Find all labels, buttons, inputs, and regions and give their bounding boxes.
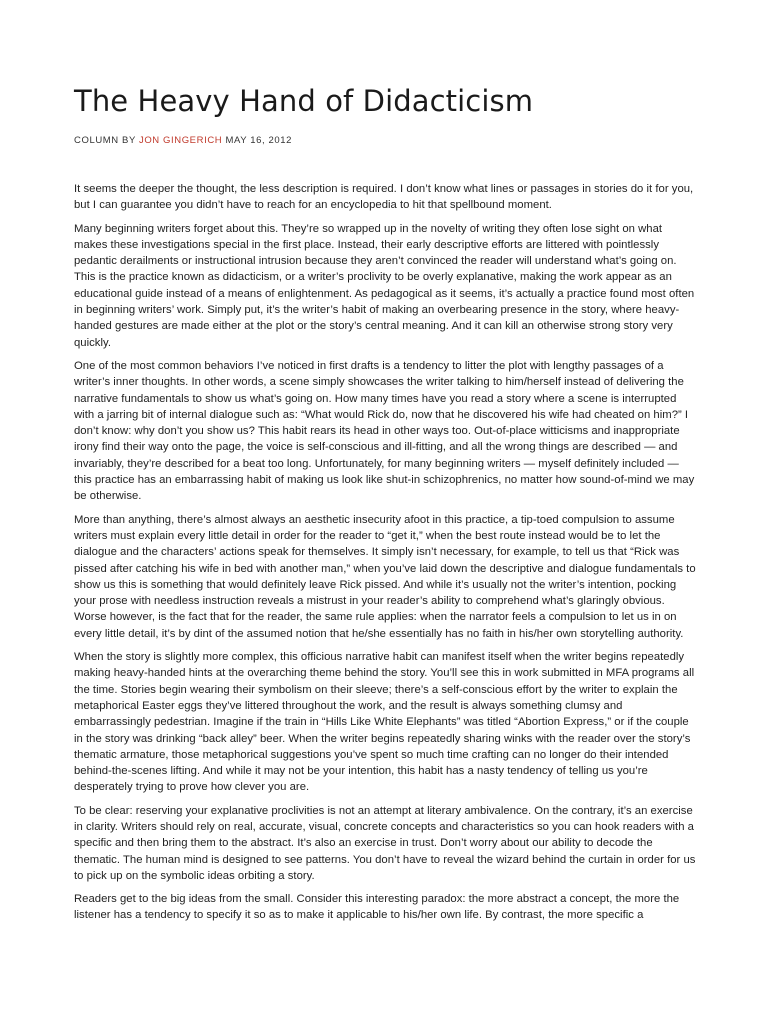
- paragraph: One of the most common behaviors I’ve noticed in first drafts is a tendency to litter the plot with lengthy passages of a writer’s inner thoughts. In other words, a scene simply showcases the writer talking to him/herself instead of delivering the narrative fundamentals to show us what’s going on. How many times have you read a story where a scene is interrupted with a jarring bit of internal dialogue such as: “What would Rick do, now that he discovered his wife had cheated on him?” I don’t know: why don’t you show us? This habit rears its head in other ways too. Out-of-place witticisms and inappropriate irony find their way onto the page, the voice is self-conscious and ill-fitting, and all the wrong things are described — and invariably, they’re described for a beat too long. Unfortunately, for many beginning writers — myself definitely included — this practice has an embarrassing habit of making us look like shut-in schizophrenics, no matter how sound-of-mind we may be otherwise.: [74, 359, 695, 503]
- paragraph: When the story is slightly more complex, this officious narrative habit can manifest itself when the writer begins repeatedly making heavy-handed hints at the overarching theme behind the story. You’ll see this in work submitted in MFA programs all the time. Stories begin wearing their symbolism on their sleeve; there’s a self-conscious effort by the writer to explain the metaphorical Easter eggs they’ve littered throughout the work, and the result is always something clumsy and embarrassingly pedestrian. Imagine if the train in “Hills Like White Elephants” was titled “Abortion Express,” or if the couple in the story was drinking “back alley” beer. When the writer begins repeatedly sharing winks with the reader over the story’s thematic armature, those metaphorical suggestions you’ve spent so much time crafting can no longer do their intended behind-the-scenes lifting. And while it may not be your intention, this habit has a nasty tendency of telling us you’re desperately trying to prove how clever you are.: [74, 651, 695, 794]
- publish-date: MAY 16, 2012: [225, 135, 293, 146]
- byline: [74, 134, 698, 148]
- paragraph: Readers get to the big ideas from the small. Consider this interesting paradox: the more abstract a concept, the more the listener has a tendency to specify it so as to make it applicable to his/her own life. By contrast, the more specific a: [74, 893, 680, 922]
- paragraph: More than anything, there’s almost always an aesthetic insecurity afoot in this practice, a tip-toed compulsion to assume writers must explain every little detail in order for the reader to “get it,” when the best route instead would be to let the dialogue and the characters’ actions speak for themselves. It simply isn’t necessary, for example, to tell us that “Rick was pissed after catching his wife in bed with another man,” when you’ve laid down the descriptive and dialogue fundamentals to show us this is something that would definitely leave Rick pissed. And while it’s usually not the writer’s intention, pocking your prose with needless instruction reveals a mistrust in your reader’s ability to comprehend what’s glaringly obvious. Worse however, is the fact that for the reader, the same rule applies: when the narrator feels a compulsion to let us in on every little detail, it’s by dint of the assumed notion that he/she essentially has no faith in his/her own storytelling authority.: [74, 513, 696, 640]
- paragraph: Many beginning writers forget about this. They’re so wrapped up in the novelty of writing they often lose sight on what makes these investigations special in the first place. Instead, their early descriptive efforts are littered with pointlessly pedantic derailments or instructional intrusion because they aren’t convinced the reader will understand what’s going on. This is the practice known as didacticism, or a writer’s proclivity to be overly explanative, making the work appear as an educational guide instead of a means of enlightenment. As pedagogical as it seems, it’s actually a practice found most often in beginning writers’ work. Simply put, it’s the writer’s habit of making an overbearing presence in the story, where heavy-handed gestures are made either at the plot or the story’s central meaning. And it can kill an otherwise strong story very quickly.: [74, 222, 695, 349]
- byline-prefix: COLUMN BY: [74, 135, 136, 146]
- article-body: [74, 181, 698, 924]
- article: [74, 0, 698, 931]
- paragraph: It seems the deeper the thought, the less description is required. I don’t know what lines or passages in stories do it for you, but I can guarantee you didn’t have to reach for an encyclopedia to hit that spellbound moment.: [74, 183, 694, 212]
- paragraph: To be clear: reserving your explanative proclivities is not an attempt at literary ambivalence. On the contrary, it’s an exercise in clarity. Writers should rely on real, accurate, visual, concrete concepts and characteristics so you can hook readers with a specific and then bring them to the abstract. It’s also an exercise in trust. Don’t worry about our ability to decode the thematic. The human mind is designed to see patterns. You don’t have to reveal the wizard behind the curtain in order for us to pick up on the symbolic ideas orbiting a story.: [74, 804, 696, 882]
- article-title: The Heavy Hand of Didacticism: [74, 84, 534, 118]
- author-link[interactable]: JON GINGERICH: [138, 135, 223, 146]
